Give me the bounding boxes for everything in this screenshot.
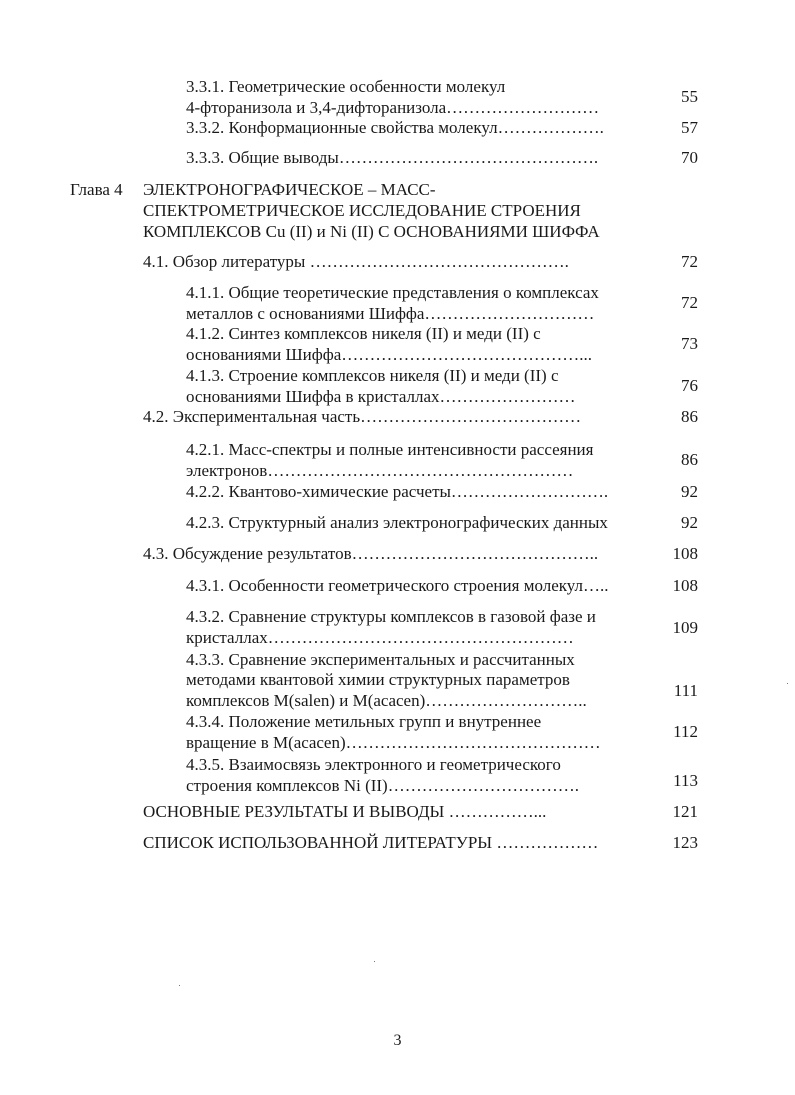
toc-entry-references-line1: СПИСОК ИСПОЛЬЗОВАННОЙ ЛИТЕРАТУРЫ ……………… — [143, 833, 599, 852]
toc-entry-results-line1: ОСНОВНЫЕ РЕЗУЛЬТАТЫ И ВЫВОДЫ ……………... — [143, 802, 547, 821]
toc-entry-4-2-line1: 4.2. Экспериментальная часть………………………………… — [143, 407, 582, 426]
toc-entry-4-3-2-page: 109 — [672, 618, 698, 637]
toc-entry-4-1-1-page: 72 — [681, 293, 698, 312]
toc-entry-4-1-page: 72 — [681, 252, 698, 271]
page-number: 3 — [393, 1032, 402, 1049]
toc-entry-3-3-3-line1: 3.3.3. Общие выводы………………………………………. — [186, 148, 599, 167]
toc-entry-4-3-5-line1: 4.3.5. Взаимосвязь электронного и геометрического — [186, 755, 561, 774]
chapter-4-title-line1: ЭЛЕКТРОНОГРАФИЧЕСКОЕ – МАСС- — [143, 180, 436, 199]
chapter-4-label: Глава 4 — [70, 180, 123, 199]
toc-entry-4-3-4-line2: вращение в M(acacen)……………………………………… — [186, 733, 601, 752]
toc-entry-4-3-4-page: 112 — [673, 722, 698, 741]
toc-entry-4-3-line1: 4.3. Обсуждение результатов…………………………………….. — [143, 544, 599, 563]
toc-entry-3-3-1-line2: 4-фторанизола и 3,4-дифторанизола……………………… — [186, 98, 600, 117]
toc-entry-3-3-2-line1: 3.3.2. Конформационные свойства молекул………………. — [186, 118, 604, 137]
toc-entry-results-page: 121 — [672, 802, 698, 821]
scan-speck — [787, 683, 788, 684]
toc-entry-4-1-2-line1: 4.1.2. Синтез комплексов никеля (II) и меди (II) с — [186, 324, 541, 343]
toc-entry-4-3-5-page: 113 — [673, 771, 698, 790]
toc-entry-4-1-3-page: 76 — [681, 376, 698, 395]
toc-entry-4-2-3-page: 92 — [681, 513, 698, 532]
toc-entry-4-3-3-page: 111 — [673, 681, 698, 700]
toc-entry-4-2-3-line1: 4.2.3. Структурный анализ электронографических данных — [186, 513, 608, 532]
chapter-4-title-line3: КОМПЛЕКСОВ Cu (II) и Ni (II) С ОСНОВАНИЯМИ ШИФФА — [143, 222, 600, 241]
scan-speck — [374, 961, 375, 962]
toc-entry-4-3-2-line1: 4.3.2. Сравнение структуры комплексов в газовой фазе и — [186, 607, 596, 626]
toc-entry-4-3-1-line1: 4.3.1. Особенности геометрического строения молекул….. — [186, 576, 609, 595]
toc-entry-3-3-3-page: 70 — [681, 148, 698, 167]
toc-entry-4-2-2-line1: 4.2.2. Квантово-химические расчеты………………………. — [186, 482, 609, 501]
toc-entry-4-3-page: 108 — [672, 544, 698, 563]
toc-entry-4-3-3-line1: 4.3.3. Сравнение экспериментальных и рассчитанных — [186, 650, 575, 669]
toc-entry-4-2-page: 86 — [681, 407, 698, 426]
toc-entry-4-3-3-line3: комплексов M(salen) и M(acacen)……………………….. — [186, 691, 587, 710]
toc-entry-4-1-1-line1: 4.1.1. Общие теоретические представления о комплексах — [186, 283, 599, 302]
toc-entry-3-3-1-line1: 3.3.1. Геометрические особенности молекул — [186, 77, 506, 96]
toc-entry-4-1-1-line2: металлов с основаниями Шиффа………………………… — [186, 304, 595, 323]
toc-entry-3-3-2-page: 57 — [681, 118, 698, 137]
toc-entry-4-1-2-line2: основаниями Шиффа……………………………………... — [186, 345, 593, 364]
toc-entry-4-3-2-line2: кристаллах……………………………………………… — [186, 628, 574, 647]
toc-entry-4-3-3-line2: методами квантовой химии структурных параметров — [186, 670, 570, 689]
toc-entry-4-1-line1: 4.1. Обзор литературы ………………………………………. — [143, 252, 569, 271]
toc-entry-references-page: 123 — [672, 833, 698, 852]
toc-entry-4-1-3-line2: основаниями Шиффа в кристаллах…………………… — [186, 387, 576, 406]
toc-entry-4-3-4-line1: 4.3.4. Положение метильных групп и внутреннее — [186, 712, 542, 731]
toc-entry-4-2-1-line2: электронов……………………………………………… — [186, 461, 574, 480]
toc-entry-4-2-2-page: 92 — [681, 482, 698, 501]
toc-entry-4-1-2-page: 73 — [681, 334, 698, 353]
toc-entry-3-3-1-page: 55 — [681, 87, 698, 106]
chapter-4-title-line2: СПЕКТРОМЕТРИЧЕСКОЕ ИССЛЕДОВАНИЕ СТРОЕНИЯ — [143, 201, 581, 220]
toc-entry-4-3-5-line2: строения комплексов Ni (II)……………………………. — [186, 776, 579, 795]
toc-entry-4-1-3-line1: 4.1.3. Строение комплексов никеля (II) и меди (II) с — [186, 366, 559, 385]
toc-entry-4-3-1-page: 108 — [672, 576, 698, 595]
scan-speck — [179, 985, 180, 986]
toc-entry-4-2-1-page: 86 — [681, 450, 698, 469]
toc-entry-4-2-1-line1: 4.2.1. Масс-спектры и полные интенсивности рассеяния — [186, 440, 594, 459]
